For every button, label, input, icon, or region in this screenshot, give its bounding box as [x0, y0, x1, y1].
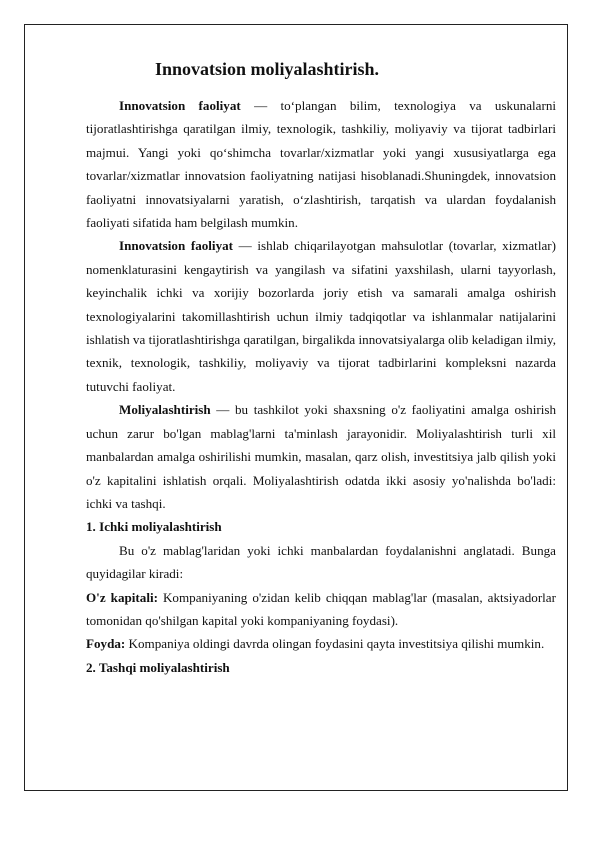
paragraph-innovation-activity-2	[86, 234, 556, 398]
paragraph-text: — ishlab chiqarilayotgan mahsulotlar (tovarlar, xizmatlar) nomenklaturasini kengaytirish va yangilash va sifatini yaxshilash, ularni tayyorlash, keyinchalik ichki va xorijiy bozorlarda joriy etish va samarali amalga oshirish texnologiyalarini takomillashtirish uchun ilmiy tadqiqotlar va ishlanmalar natijalarini ishlatish va tijoratlashtirishga qaratilgan, birgalikda innovatsiyalarga olib keladigan ilmiy, texnik, texnologik, tashkiliy, moliyaviy va tijorat tadbirlarini kompleksni nazarda tutuvchi faoliyat.	[86, 238, 556, 394]
section-intro: Bu o'z mablag'laridan yoki ichki manbalardan foydalanishni anglatadi. Bunga quyidagilar kiradi:	[86, 542, 556, 582]
paragraph-text: — bu tashkilot yoki shaxsning o'z faoliyatini amalga oshirish uchun zarur bo'lgan mablag'larni ta'minlash jarayonidir. Moliyalashtirish turli xil manbalardan amalga oshirilishi mumkin, masalan, qarz olish, investitsiya jalb qilish yoki o'z kapitalini ishlatish orqali. Moliyalashtirish odatda ikki asosiy yo'nalishda bo'ladi: ichki va tashqi.	[86, 402, 556, 511]
paragraph-text: — to‘plangan bilim, texnologiya va uskunalarni tijoratlashtirishga qaratilgan ilmiy, texnologik, tashkiliy, moliyaviy va tijorat tadbirlari majmui. Yangi yoki qo‘shimcha tovarlar/xizmatlar yoki yangi xususiyatlarga ega tovarlar/xizmatlar innovatsion faoliyatning natijasi hisoblanadi.Shuningdek, innovatsion faoliyatni innovatsiyalarni yaratish, o‘zlashtirish, tarqatish va ulardan foydalanish faoliyati sifatida ham belgilash mumkin.	[86, 98, 556, 231]
section-heading-internal: 1. Ichki moliyalashtirish	[86, 519, 222, 535]
term: Foyda:	[86, 636, 126, 652]
item-text: Kompaniya oldingi davrda olingan foydasini qayta investitsiya qilishi mumkin.	[125, 636, 545, 652]
item-text: Kompaniyaning o'zidan kelib chiqqan mablag'lar (masalan, aktsiyadorlar tomonidan qo'shilgan kapital yoki kompaniyaning foydasi).	[86, 589, 556, 628]
document-body	[86, 58, 556, 679]
term: Innovatsion faoliyat	[119, 98, 241, 113]
section-heading-external: 2. Tashqi moliyalashtirish	[86, 659, 230, 675]
term: Moliyalashtirish	[119, 402, 211, 418]
list-item-own-capital	[86, 586, 556, 633]
list-item-profit	[86, 632, 556, 655]
term: O'z kapitali:	[86, 589, 158, 605]
term: Innovatsion faoliyat	[119, 238, 234, 254]
paragraph-innovation-activity-1	[86, 94, 556, 234]
page-title: Innovatsion moliyalashtirish.	[155, 59, 380, 79]
paragraph-financing	[86, 398, 556, 515]
